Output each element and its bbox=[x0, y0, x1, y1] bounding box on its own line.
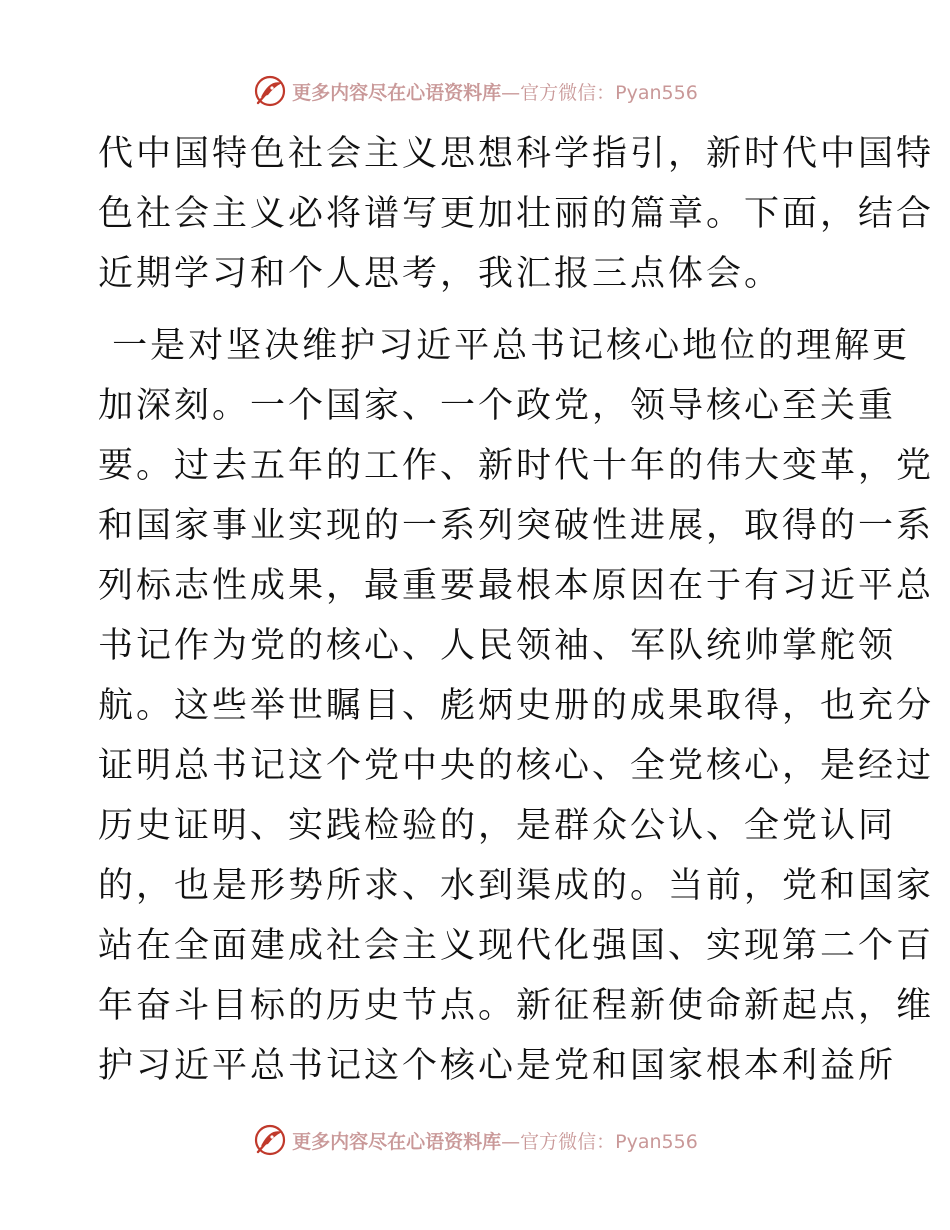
text-line: 要。过去五年的工作、新时代十年的伟大变革，党 bbox=[98, 446, 935, 486]
pen-nib-logo-icon bbox=[252, 1122, 288, 1158]
text-line: 代中国特色社会主义思想科学指引，新时代中国特 bbox=[98, 134, 935, 174]
text-line: 年奋斗目标的历史节点。新征程新使命新起点，维 bbox=[98, 986, 935, 1026]
text-line: 色社会主义必将谱写更加壮丽的篇章。下面，结合 bbox=[98, 194, 935, 234]
header-wechat: —官方微信：Pyan556 bbox=[501, 81, 698, 104]
footer-banner bbox=[0, 1120, 950, 1160]
text-line: 航。这些举世瞩目、彪炳史册的成果取得，也充分 bbox=[98, 686, 935, 726]
paragraph-gap bbox=[98, 304, 858, 316]
text-line: 书记作为党的核心、人民领袖、军队统帅掌舵领 bbox=[98, 626, 897, 666]
header-brand-text bbox=[292, 78, 698, 105]
footer-brand-name: 更多内容尽在心语资料库 bbox=[292, 1130, 502, 1153]
pen-nib-logo-icon bbox=[252, 73, 288, 109]
header-brand-name: 更多内容尽在心语资料库 bbox=[292, 81, 502, 104]
text-line: 护习近平总书记这个核心是党和国家根本利益所 bbox=[98, 1046, 897, 1086]
text-line: 一是对坚决维护习近平总书记核心地位的理解更 bbox=[98, 326, 911, 366]
text-line: 加深刻。一个国家、一个政党，领导核心至关重 bbox=[98, 386, 897, 426]
header-banner bbox=[0, 71, 950, 111]
footer-wechat: —官方微信：Pyan556 bbox=[501, 1130, 698, 1153]
text-line: 列标志性成果，最重要最根本原因在于有习近平总 bbox=[98, 566, 935, 606]
text-line: 站在全面建成社会主义现代化强国、实现第二个百 bbox=[98, 926, 935, 966]
paragraph-2 bbox=[98, 316, 935, 1096]
paragraph-1 bbox=[98, 124, 935, 304]
text-line: 证明总书记这个党中央的核心、全党核心，是经过 bbox=[98, 746, 935, 786]
text-line: 的，也是形势所求、水到渠成的。当前，党和国家 bbox=[98, 866, 935, 906]
footer-brand-text bbox=[292, 1127, 698, 1154]
text-line: 近期学习和个人思考，我汇报三点体会。 bbox=[98, 254, 783, 294]
text-line: 和国家事业实现的一系列突破性进展，取得的一系 bbox=[98, 506, 935, 546]
document-body bbox=[98, 124, 935, 1096]
text-line: 历史证明、实践检验的，是群众公认、全党认同 bbox=[98, 806, 897, 846]
